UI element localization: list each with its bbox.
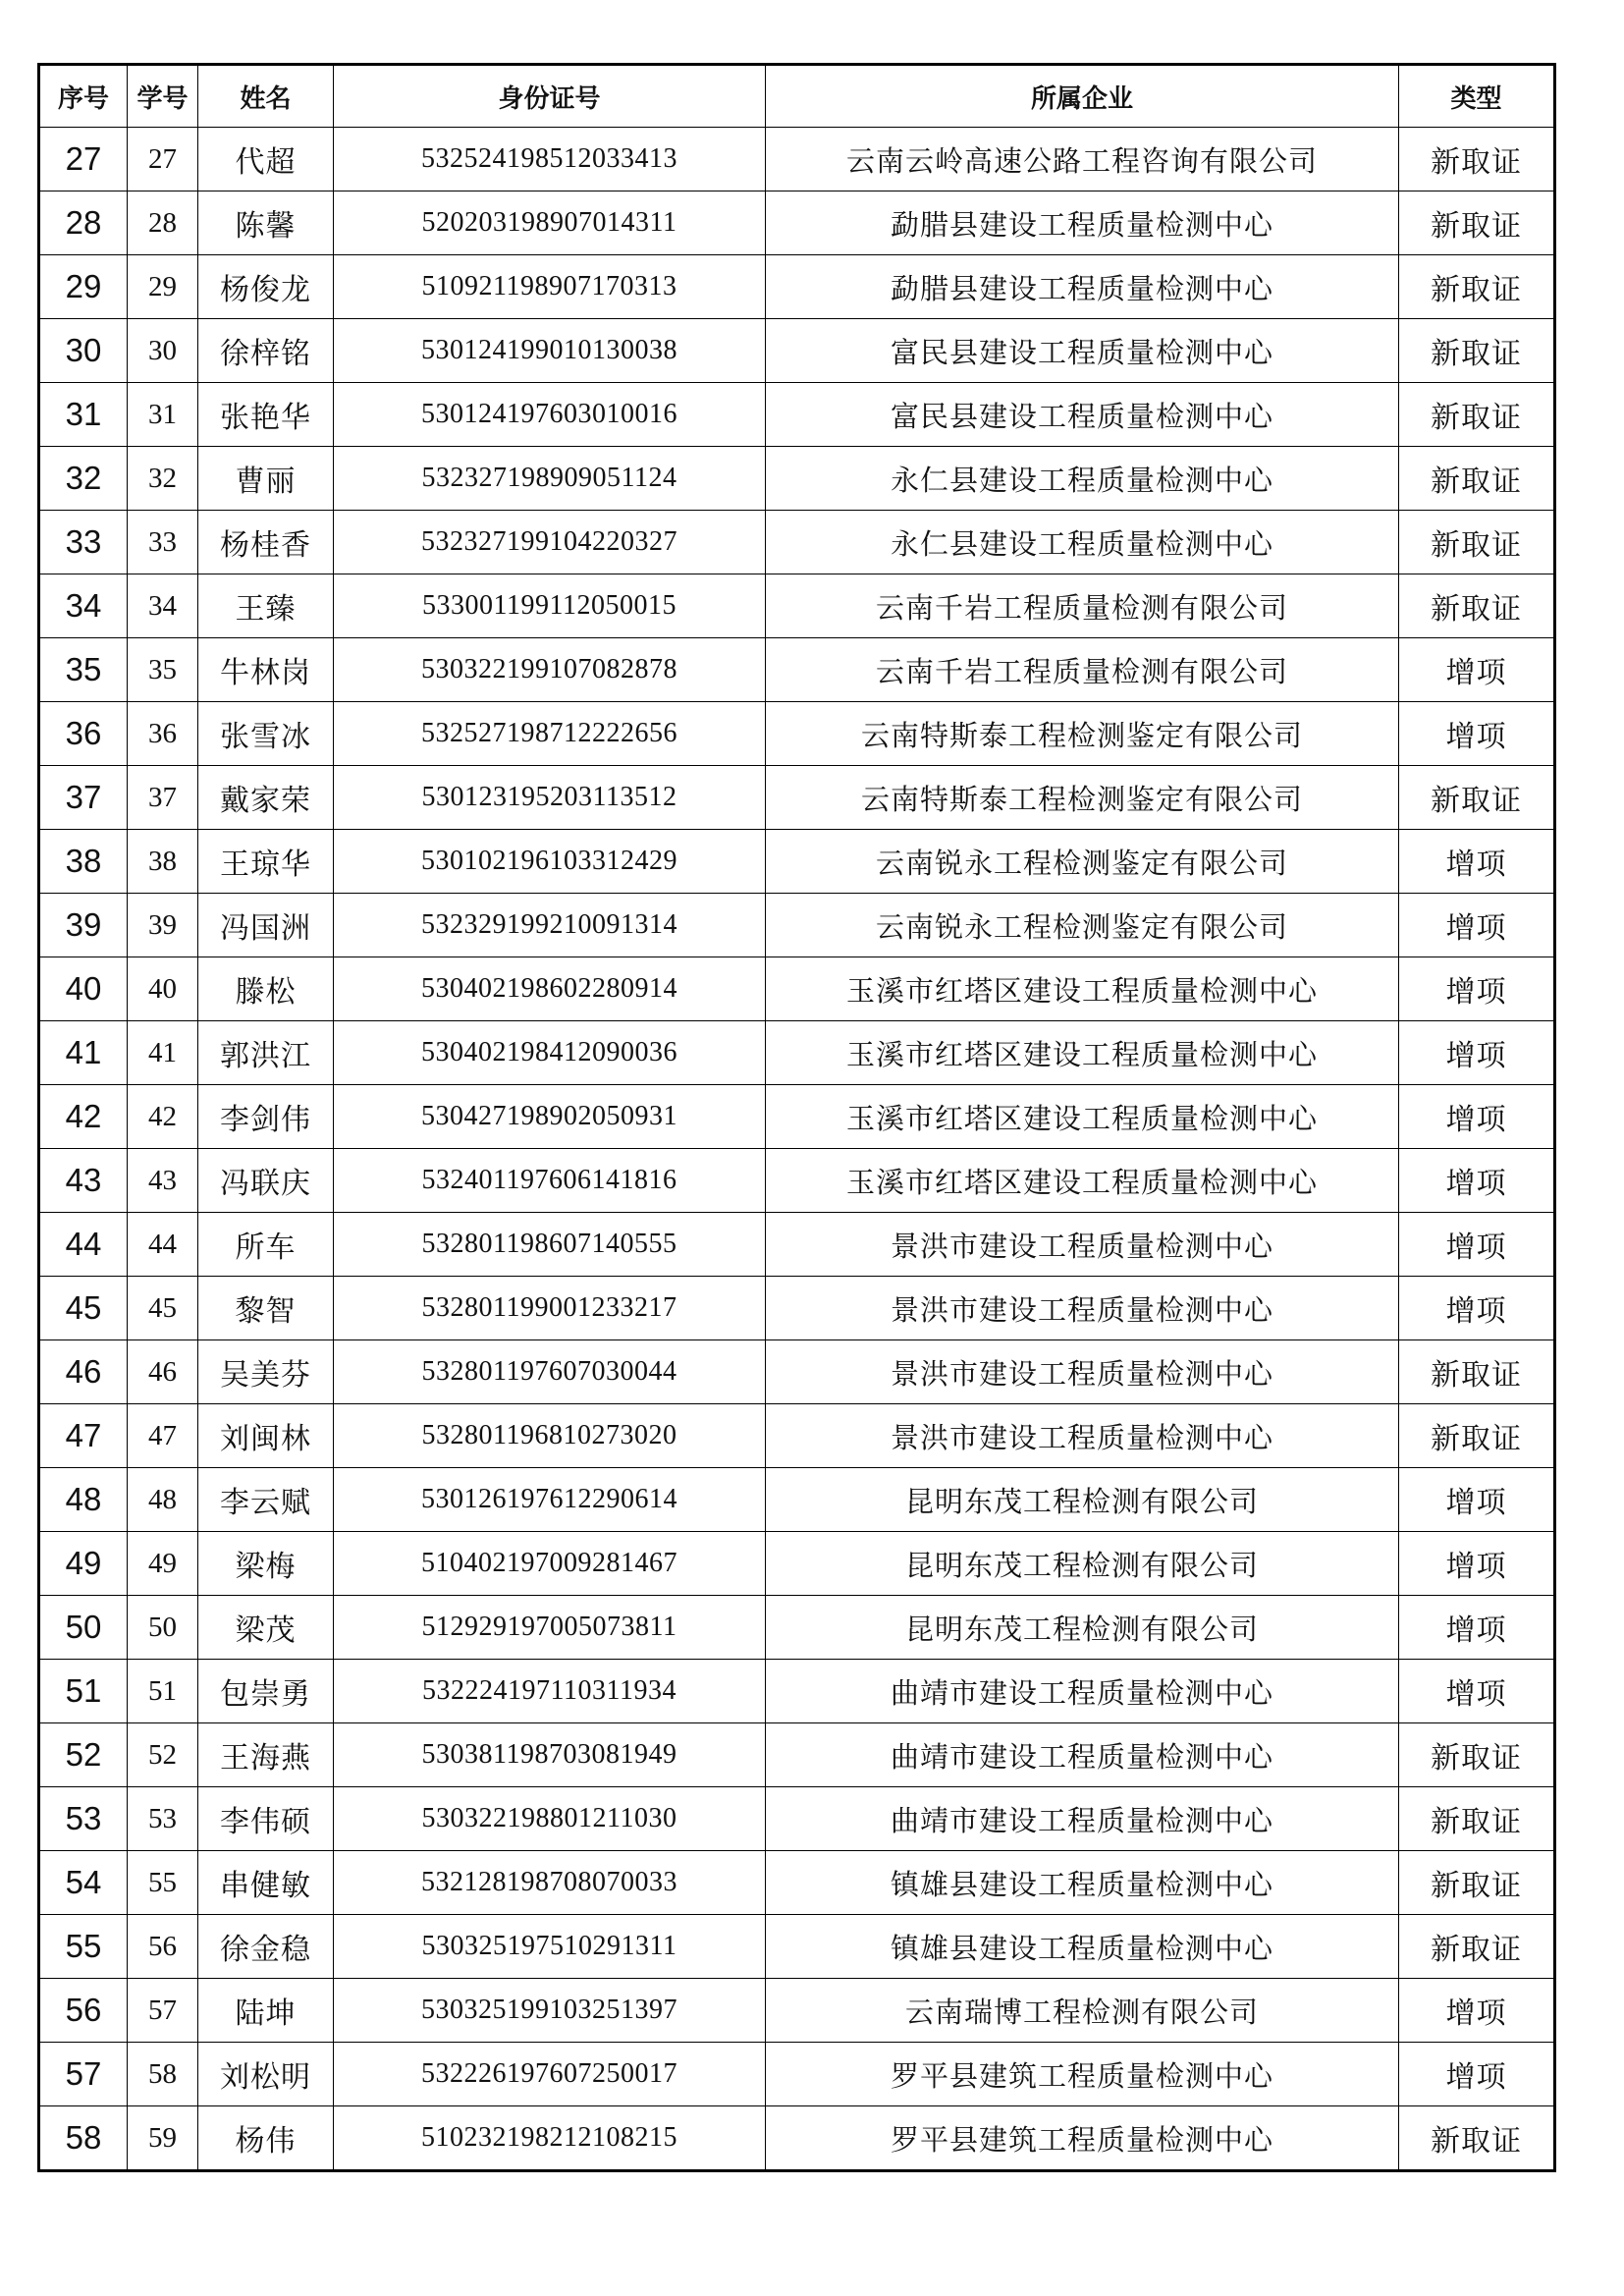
cell-seq: 51 bbox=[39, 1660, 128, 1723]
table-row bbox=[39, 1404, 1555, 1468]
cell-seq: 58 bbox=[39, 2106, 128, 2171]
cell-type: 增项 bbox=[1399, 1596, 1555, 1660]
cell-type: 新取证 bbox=[1399, 1915, 1555, 1979]
table-row bbox=[39, 702, 1555, 766]
cell-seq: 55 bbox=[39, 1915, 128, 1979]
cell-name: 梁梅 bbox=[198, 1532, 334, 1596]
cell-id-number: 530123195203113512 bbox=[334, 766, 766, 830]
cell-company: 永仁县建设工程质量检测中心 bbox=[766, 447, 1399, 511]
cell-seq: 32 bbox=[39, 447, 128, 511]
table-row bbox=[39, 1532, 1555, 1596]
cell-id-number: 532801198607140555 bbox=[334, 1213, 766, 1277]
table-row bbox=[39, 1021, 1555, 1085]
cell-student-no: 30 bbox=[128, 319, 198, 383]
cell-company: 曲靖市建设工程质量检测中心 bbox=[766, 1723, 1399, 1787]
cell-company: 云南特斯泰工程检测鉴定有限公司 bbox=[766, 702, 1399, 766]
cell-name: 戴家荣 bbox=[198, 766, 334, 830]
cell-id-number: 532527198712222656 bbox=[334, 702, 766, 766]
cell-company: 罗平县建筑工程质量检测中心 bbox=[766, 2106, 1399, 2171]
cell-company: 景洪市建设工程质量检测中心 bbox=[766, 1340, 1399, 1404]
cell-seq: 27 bbox=[39, 128, 128, 191]
cell-id-number: 532327198909051124 bbox=[334, 447, 766, 511]
cell-seq: 53 bbox=[39, 1787, 128, 1851]
table-row bbox=[39, 255, 1555, 319]
table-row bbox=[39, 1149, 1555, 1213]
cell-name: 王海燕 bbox=[198, 1723, 334, 1787]
cell-company: 玉溪市红塔区建设工程质量检测中心 bbox=[766, 1021, 1399, 1085]
cell-type: 增项 bbox=[1399, 957, 1555, 1021]
cell-type: 增项 bbox=[1399, 894, 1555, 957]
table-row bbox=[39, 1596, 1555, 1660]
header-name: 姓名 bbox=[198, 65, 334, 128]
cell-id-number: 520203198907014311 bbox=[334, 191, 766, 255]
cell-student-no: 48 bbox=[128, 1468, 198, 1532]
table-row bbox=[39, 2043, 1555, 2106]
cell-type: 增项 bbox=[1399, 1532, 1555, 1596]
cell-name: 牛林岗 bbox=[198, 638, 334, 702]
cell-type: 增项 bbox=[1399, 1085, 1555, 1149]
cell-id-number: 530124197603010016 bbox=[334, 383, 766, 447]
personnel-table bbox=[37, 63, 1556, 2172]
cell-seq: 35 bbox=[39, 638, 128, 702]
cell-student-no: 41 bbox=[128, 1021, 198, 1085]
cell-student-no: 59 bbox=[128, 2106, 198, 2171]
cell-type: 增项 bbox=[1399, 1468, 1555, 1532]
cell-id-number: 510402197009281467 bbox=[334, 1532, 766, 1596]
cell-name: 李云赋 bbox=[198, 1468, 334, 1532]
cell-student-no: 53 bbox=[128, 1787, 198, 1851]
cell-id-number: 512929197005073811 bbox=[334, 1596, 766, 1660]
cell-student-no: 37 bbox=[128, 766, 198, 830]
cell-student-no: 36 bbox=[128, 702, 198, 766]
cell-student-no: 27 bbox=[128, 128, 198, 191]
cell-student-no: 52 bbox=[128, 1723, 198, 1787]
cell-type: 新取证 bbox=[1399, 574, 1555, 638]
cell-name: 王臻 bbox=[198, 574, 334, 638]
cell-seq: 54 bbox=[39, 1851, 128, 1915]
cell-id-number: 532524198512033413 bbox=[334, 128, 766, 191]
cell-type: 增项 bbox=[1399, 1660, 1555, 1723]
cell-seq: 33 bbox=[39, 511, 128, 574]
header-company: 所属企业 bbox=[766, 65, 1399, 128]
header-student-no: 学号 bbox=[128, 65, 198, 128]
cell-id-number: 530322199107082878 bbox=[334, 638, 766, 702]
cell-seq: 48 bbox=[39, 1468, 128, 1532]
cell-company: 昆明东茂工程检测有限公司 bbox=[766, 1468, 1399, 1532]
cell-type: 新取证 bbox=[1399, 2106, 1555, 2171]
cell-seq: 37 bbox=[39, 766, 128, 830]
table-row bbox=[39, 1915, 1555, 1979]
cell-student-no: 51 bbox=[128, 1660, 198, 1723]
cell-company: 景洪市建设工程质量检测中心 bbox=[766, 1277, 1399, 1340]
table-row bbox=[39, 574, 1555, 638]
cell-student-no: 57 bbox=[128, 1979, 198, 2043]
cell-name: 刘闽林 bbox=[198, 1404, 334, 1468]
cell-student-no: 38 bbox=[128, 830, 198, 894]
cell-company: 云南锐永工程检测鉴定有限公司 bbox=[766, 830, 1399, 894]
table-row bbox=[39, 1660, 1555, 1723]
table-row bbox=[39, 511, 1555, 574]
table-row bbox=[39, 1340, 1555, 1404]
header-row bbox=[39, 65, 1555, 128]
cell-seq: 43 bbox=[39, 1149, 128, 1213]
table-row bbox=[39, 2106, 1555, 2171]
cell-name: 杨俊龙 bbox=[198, 255, 334, 319]
cell-company: 云南千岩工程质量检测有限公司 bbox=[766, 574, 1399, 638]
cell-type: 新取证 bbox=[1399, 128, 1555, 191]
cell-name: 张雪冰 bbox=[198, 702, 334, 766]
cell-company: 云南锐永工程检测鉴定有限公司 bbox=[766, 894, 1399, 957]
cell-id-number: 530402198412090036 bbox=[334, 1021, 766, 1085]
table-row bbox=[39, 383, 1555, 447]
table-row bbox=[39, 128, 1555, 191]
cell-type: 新取证 bbox=[1399, 319, 1555, 383]
cell-type: 新取证 bbox=[1399, 447, 1555, 511]
cell-seq: 38 bbox=[39, 830, 128, 894]
cell-student-no: 28 bbox=[128, 191, 198, 255]
cell-id-number: 510921198907170313 bbox=[334, 255, 766, 319]
cell-name: 杨桂香 bbox=[198, 511, 334, 574]
cell-company: 云南瑞博工程检测有限公司 bbox=[766, 1979, 1399, 2043]
cell-seq: 56 bbox=[39, 1979, 128, 2043]
cell-name: 代超 bbox=[198, 128, 334, 191]
cell-company: 曲靖市建设工程质量检测中心 bbox=[766, 1787, 1399, 1851]
cell-name: 吴美芬 bbox=[198, 1340, 334, 1404]
cell-name: 曹丽 bbox=[198, 447, 334, 511]
cell-id-number: 530325199103251397 bbox=[334, 1979, 766, 2043]
cell-seq: 28 bbox=[39, 191, 128, 255]
cell-student-no: 29 bbox=[128, 255, 198, 319]
cell-type: 增项 bbox=[1399, 2043, 1555, 2106]
cell-student-no: 32 bbox=[128, 447, 198, 511]
cell-name: 李剑伟 bbox=[198, 1085, 334, 1149]
cell-type: 新取证 bbox=[1399, 1851, 1555, 1915]
cell-student-no: 31 bbox=[128, 383, 198, 447]
header-type: 类型 bbox=[1399, 65, 1555, 128]
cell-id-number: 510232198212108215 bbox=[334, 2106, 766, 2171]
cell-name: 陆坤 bbox=[198, 1979, 334, 2043]
cell-type: 新取证 bbox=[1399, 511, 1555, 574]
cell-student-no: 35 bbox=[128, 638, 198, 702]
header-seq: 序号 bbox=[39, 65, 128, 128]
cell-id-number: 530325197510291311 bbox=[334, 1915, 766, 1979]
table-row bbox=[39, 1787, 1555, 1851]
cell-id-number: 530124199010130038 bbox=[334, 319, 766, 383]
cell-type: 新取证 bbox=[1399, 383, 1555, 447]
cell-company: 镇雄县建设工程质量检测中心 bbox=[766, 1915, 1399, 1979]
table-body bbox=[39, 128, 1555, 2171]
table-row bbox=[39, 1085, 1555, 1149]
cell-id-number: 530322198801211030 bbox=[334, 1787, 766, 1851]
cell-company: 昆明东茂工程检测有限公司 bbox=[766, 1532, 1399, 1596]
cell-id-number: 532327199104220327 bbox=[334, 511, 766, 574]
table-row bbox=[39, 1851, 1555, 1915]
cell-id-number: 532801196810273020 bbox=[334, 1404, 766, 1468]
cell-name: 滕松 bbox=[198, 957, 334, 1021]
cell-id-number: 530381198703081949 bbox=[334, 1723, 766, 1787]
cell-seq: 52 bbox=[39, 1723, 128, 1787]
table-row bbox=[39, 957, 1555, 1021]
cell-company: 云南特斯泰工程检测鉴定有限公司 bbox=[766, 766, 1399, 830]
cell-name: 包崇勇 bbox=[198, 1660, 334, 1723]
cell-student-no: 42 bbox=[128, 1085, 198, 1149]
cell-student-no: 34 bbox=[128, 574, 198, 638]
cell-seq: 29 bbox=[39, 255, 128, 319]
cell-company: 富民县建设工程质量检测中心 bbox=[766, 383, 1399, 447]
cell-name: 冯联庆 bbox=[198, 1149, 334, 1213]
cell-id-number: 532401197606141816 bbox=[334, 1149, 766, 1213]
cell-type: 新取证 bbox=[1399, 1404, 1555, 1468]
cell-company: 玉溪市红塔区建设工程质量检测中心 bbox=[766, 1085, 1399, 1149]
table-row bbox=[39, 830, 1555, 894]
cell-name: 郭洪江 bbox=[198, 1021, 334, 1085]
cell-company: 云南千岩工程质量检测有限公司 bbox=[766, 638, 1399, 702]
cell-name: 张艳华 bbox=[198, 383, 334, 447]
cell-id-number: 532224197110311934 bbox=[334, 1660, 766, 1723]
cell-type: 新取证 bbox=[1399, 1723, 1555, 1787]
cell-id-number: 530102196103312429 bbox=[334, 830, 766, 894]
cell-type: 新取证 bbox=[1399, 766, 1555, 830]
cell-company: 玉溪市红塔区建设工程质量检测中心 bbox=[766, 957, 1399, 1021]
cell-type: 新取证 bbox=[1399, 1340, 1555, 1404]
table-header bbox=[39, 65, 1555, 128]
cell-student-no: 50 bbox=[128, 1596, 198, 1660]
cell-name: 串健敏 bbox=[198, 1851, 334, 1915]
cell-student-no: 40 bbox=[128, 957, 198, 1021]
cell-type: 增项 bbox=[1399, 638, 1555, 702]
cell-seq: 30 bbox=[39, 319, 128, 383]
cell-student-no: 47 bbox=[128, 1404, 198, 1468]
cell-student-no: 58 bbox=[128, 2043, 198, 2106]
cell-name: 冯国洲 bbox=[198, 894, 334, 957]
cell-id-number: 530402198602280914 bbox=[334, 957, 766, 1021]
cell-id-number: 532226197607250017 bbox=[334, 2043, 766, 2106]
cell-name: 黎智 bbox=[198, 1277, 334, 1340]
cell-type: 增项 bbox=[1399, 1149, 1555, 1213]
cell-name: 徐金稳 bbox=[198, 1915, 334, 1979]
cell-seq: 57 bbox=[39, 2043, 128, 2106]
cell-company: 罗平县建筑工程质量检测中心 bbox=[766, 2043, 1399, 2106]
table-row bbox=[39, 638, 1555, 702]
cell-company: 富民县建设工程质量检测中心 bbox=[766, 319, 1399, 383]
cell-name: 杨伟 bbox=[198, 2106, 334, 2171]
header-id-number: 身份证号 bbox=[334, 65, 766, 128]
cell-company: 永仁县建设工程质量检测中心 bbox=[766, 511, 1399, 574]
cell-name: 徐梓铭 bbox=[198, 319, 334, 383]
table-row bbox=[39, 447, 1555, 511]
table-row bbox=[39, 1213, 1555, 1277]
cell-seq: 31 bbox=[39, 383, 128, 447]
cell-seq: 49 bbox=[39, 1532, 128, 1596]
cell-id-number: 533001199112050015 bbox=[334, 574, 766, 638]
cell-company: 云南云岭高速公路工程咨询有限公司 bbox=[766, 128, 1399, 191]
cell-seq: 45 bbox=[39, 1277, 128, 1340]
cell-seq: 39 bbox=[39, 894, 128, 957]
cell-id-number: 530126197612290614 bbox=[334, 1468, 766, 1532]
cell-student-no: 56 bbox=[128, 1915, 198, 1979]
cell-student-no: 44 bbox=[128, 1213, 198, 1277]
cell-company: 曲靖市建设工程质量检测中心 bbox=[766, 1660, 1399, 1723]
cell-seq: 46 bbox=[39, 1340, 128, 1404]
cell-type: 增项 bbox=[1399, 1979, 1555, 2043]
cell-seq: 40 bbox=[39, 957, 128, 1021]
cell-seq: 50 bbox=[39, 1596, 128, 1660]
cell-seq: 42 bbox=[39, 1085, 128, 1149]
cell-company: 勐腊县建设工程质量检测中心 bbox=[766, 191, 1399, 255]
cell-student-no: 43 bbox=[128, 1149, 198, 1213]
cell-student-no: 33 bbox=[128, 511, 198, 574]
cell-company: 镇雄县建设工程质量检测中心 bbox=[766, 1851, 1399, 1915]
cell-company: 玉溪市红塔区建设工程质量检测中心 bbox=[766, 1149, 1399, 1213]
table-row bbox=[39, 1468, 1555, 1532]
cell-student-no: 49 bbox=[128, 1532, 198, 1596]
table-row bbox=[39, 1979, 1555, 2043]
table-row bbox=[39, 1277, 1555, 1340]
cell-company: 勐腊县建设工程质量检测中心 bbox=[766, 255, 1399, 319]
cell-company: 景洪市建设工程质量检测中心 bbox=[766, 1404, 1399, 1468]
cell-company: 景洪市建设工程质量检测中心 bbox=[766, 1213, 1399, 1277]
table-row bbox=[39, 1723, 1555, 1787]
cell-type: 新取证 bbox=[1399, 191, 1555, 255]
cell-id-number: 532801197607030044 bbox=[334, 1340, 766, 1404]
cell-type: 增项 bbox=[1399, 702, 1555, 766]
cell-name: 所车 bbox=[198, 1213, 334, 1277]
cell-type: 增项 bbox=[1399, 1213, 1555, 1277]
cell-type: 增项 bbox=[1399, 1021, 1555, 1085]
cell-name: 王琼华 bbox=[198, 830, 334, 894]
cell-name: 刘松明 bbox=[198, 2043, 334, 2106]
cell-type: 增项 bbox=[1399, 1277, 1555, 1340]
cell-name: 陈馨 bbox=[198, 191, 334, 255]
cell-student-no: 39 bbox=[128, 894, 198, 957]
table-row bbox=[39, 766, 1555, 830]
table-row bbox=[39, 191, 1555, 255]
table-row bbox=[39, 319, 1555, 383]
cell-id-number: 532329199210091314 bbox=[334, 894, 766, 957]
cell-student-no: 45 bbox=[128, 1277, 198, 1340]
cell-name: 李伟硕 bbox=[198, 1787, 334, 1851]
table-row bbox=[39, 894, 1555, 957]
cell-type: 新取证 bbox=[1399, 255, 1555, 319]
cell-seq: 36 bbox=[39, 702, 128, 766]
cell-seq: 34 bbox=[39, 574, 128, 638]
cell-company: 昆明东茂工程检测有限公司 bbox=[766, 1596, 1399, 1660]
cell-type: 增项 bbox=[1399, 830, 1555, 894]
cell-seq: 47 bbox=[39, 1404, 128, 1468]
cell-seq: 41 bbox=[39, 1021, 128, 1085]
cell-id-number: 530427198902050931 bbox=[334, 1085, 766, 1149]
cell-name: 梁茂 bbox=[198, 1596, 334, 1660]
cell-student-no: 55 bbox=[128, 1851, 198, 1915]
cell-seq: 44 bbox=[39, 1213, 128, 1277]
cell-id-number: 532128198708070033 bbox=[334, 1851, 766, 1915]
cell-id-number: 532801199001233217 bbox=[334, 1277, 766, 1340]
cell-type: 新取证 bbox=[1399, 1787, 1555, 1851]
cell-student-no: 46 bbox=[128, 1340, 198, 1404]
